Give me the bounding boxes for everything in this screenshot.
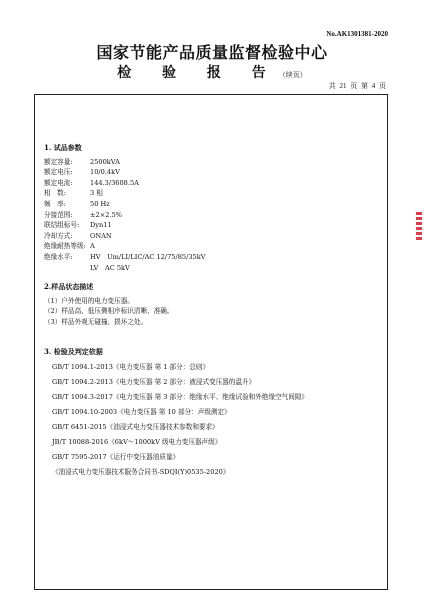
param-row [44, 157, 384, 168]
report-title-text: 检 验 报 告 [117, 65, 279, 81]
param-row [44, 210, 384, 221]
param-value: HV Um/LI/LIC/AC 12/75/85/35kV [90, 252, 206, 261]
standard-item: GB/T 1094.3-2017《电力变压器 第 3 部分：绝缘水平、绝缘试验和外绝缘空气间隙》 [52, 393, 309, 402]
seal-stamp-edge [416, 212, 422, 242]
standard-item: GB/T 1094.10-2003《电力变压器 第 10 部分：声级测定》 [52, 408, 231, 417]
standard-item: GB/T 7595-2017《运行中变压器油质量》 [52, 453, 180, 462]
standard-item: GB/T 6451-2015《油浸式电力变压器技术参数和要求》 [52, 423, 219, 432]
basis-section [44, 347, 384, 481]
param-label: 额定容量: [44, 157, 73, 166]
param-row [44, 178, 384, 189]
param-value: 3 相 [90, 189, 103, 198]
basis-heading: 3. 检验及判定依据 [44, 346, 103, 356]
param-row [44, 220, 384, 231]
standard-item: GB/T 1094.1-2013《电力变压器 第 1 部分：总则》 [52, 363, 210, 372]
param-label: 相 数: [44, 189, 67, 198]
organization-title: 国家节能产品质量监督检验中心 [96, 43, 328, 62]
param-label: 联结组标号: [44, 221, 80, 230]
standards-list [44, 360, 384, 480]
param-row-lv [44, 263, 384, 274]
status-line: （2）样品高、低压侧相序标识清晰、准确。 [44, 307, 174, 316]
param-label: 冷却方式: [44, 231, 73, 240]
report-number: No.AK1301381-2020 [326, 30, 388, 38]
standard-item: JB/T 10088-2016《6kV～1000kV 级电力变压器声级》 [52, 438, 222, 447]
status-section [44, 282, 384, 327]
standard-item: 《油浸式电力变压器技术服务合同书-SDQI(Y)0535-2020》 [52, 468, 230, 477]
param-row [44, 252, 384, 263]
param-label: 绝缘水平: [44, 252, 73, 261]
insulation-lv-value: LV AC 5kV [90, 263, 130, 272]
continued-label: （续页） [278, 71, 307, 79]
params-section [44, 143, 384, 273]
param-row [44, 199, 384, 210]
param-value: Dyn11 [90, 221, 112, 230]
status-line: （3）样品外观无碰撞、损坏之处。 [44, 317, 148, 326]
param-value: ONAN [90, 231, 112, 240]
report-content [44, 143, 384, 480]
param-value: A [90, 242, 95, 251]
param-label: 频 率: [44, 199, 67, 208]
page-info: 共 21 页 第 4 页 [328, 82, 386, 90]
param-row [44, 167, 384, 178]
param-value: 144.3/3608.5A [90, 178, 139, 187]
param-label: 分接范围: [44, 210, 73, 219]
param-value: 10/0.4kV [90, 168, 120, 177]
param-list [44, 157, 384, 263]
param-label: 额定电压: [44, 168, 73, 177]
params-heading: 1. 试品参数 [44, 143, 82, 152]
param-row [44, 188, 384, 199]
param-value: ±2×2.5% [90, 210, 122, 219]
param-value: 50 Hz [90, 199, 110, 208]
status-heading: 2.样品状态描述 [44, 282, 94, 292]
param-value: 2500kVA [90, 157, 120, 166]
report-title [0, 62, 424, 82]
status-list [44, 296, 384, 328]
param-label: 额定电流: [44, 178, 73, 187]
param-label: 绝缘耐热等级: [44, 242, 86, 251]
param-row [44, 241, 384, 252]
standard-item: GB/T 1094.2-2013《电力变压器 第 2 部分：液浸式变压器的温升》 [52, 378, 256, 387]
param-row [44, 231, 384, 242]
status-line: （1）户外使用的电力变压器。 [44, 296, 134, 305]
